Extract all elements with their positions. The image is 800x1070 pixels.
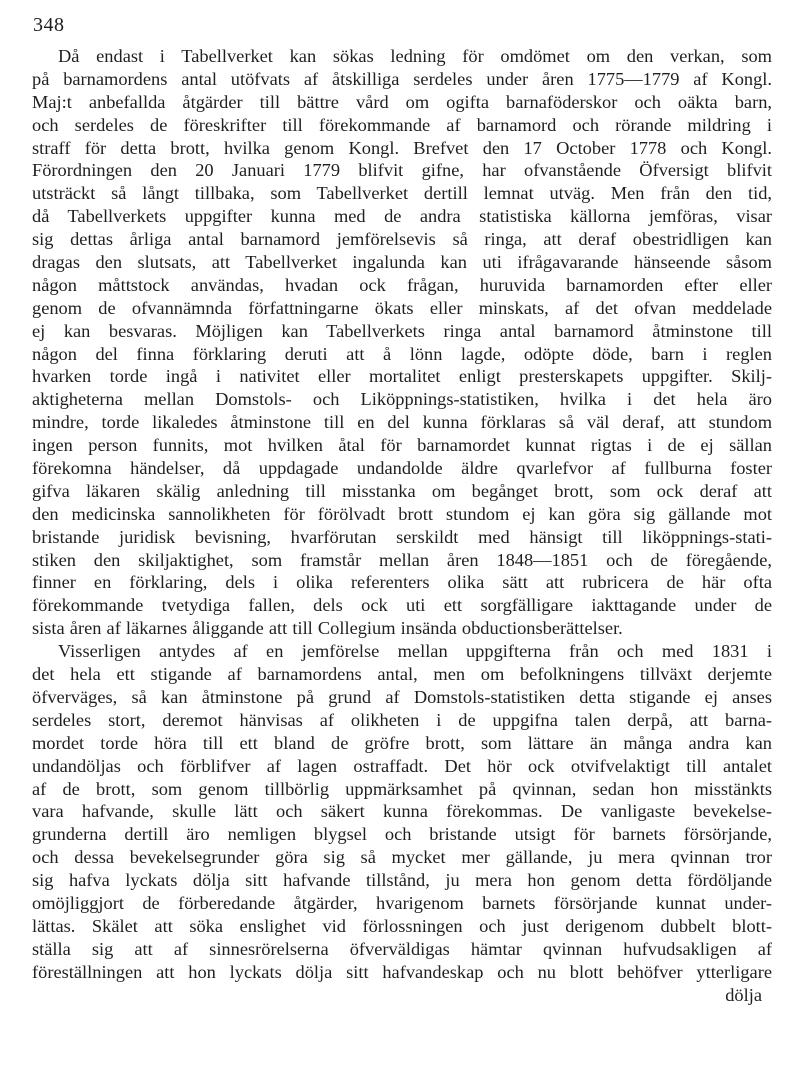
text-line: vara hafvande, skulle lätt och säkert kunna förekommas. De vanligaste bevekelse- [32, 801, 772, 822]
page-number: 348 [33, 14, 65, 36]
text-line: på barnamordens antal utöfvats af åtskilliga serdeles under åren 1775—1779 af Kongl. [32, 68, 772, 89]
text-line: bristande juridisk bevisning, hvarförutan serskildt med hänsigt till liköppnings-stati- [32, 526, 772, 547]
text-line: någon måttstock användas, hvadan ock frågan, huruvida barnamorden efter eller [32, 274, 772, 295]
text-line: Maj:t anbefallda åtgärder till bättre vård om ogifta barnaföderskor och oäkta barn, [32, 91, 772, 112]
text-line: någon del finna förklaring deruti att å lönn lagde, odöpte döde, barn i reglen [32, 343, 772, 364]
text-line: Då endast i Tabellverket kan sökas ledning för omdömet om den verkan, som [58, 46, 772, 66]
catchword: dölja [725, 984, 762, 1005]
text-line: då Tabellverkets uppgifter kunna med de andra statistiska källorna jemföras, visar [32, 206, 772, 227]
text-line: Förordningen den 20 Januari 1779 blifvit gifne, har ofvanstående Öfversigt blifvit [32, 160, 772, 181]
text-line: förekomna händelser, då uppdagade undandolde äldre qvarlefvor af fullburna foster [32, 458, 772, 479]
text-line: och dessa bevekelsegrunder göra sig så mycket mer gällande, ju mera qvinnan tror [32, 847, 772, 868]
text-line: grunderna dertill äro nemligen blygsel och bristande utsigt för barnets försörjande, [32, 824, 772, 845]
text-line: sig dettas årliga antal barnamord jemförelsevis så ringa, att deraf obestridligen kan [32, 229, 772, 250]
text-line: stiken den skiljaktighet, som framstår mellan åren 1848—1851 och de föregående, [32, 549, 772, 570]
text-line: mindre, torde likaledes åtminstone till en del kunna förklaras så väl deraf, att stundom [32, 412, 772, 433]
text-line: ej kan besvaras. Möjligen kan Tabellverkets ringa antal barnamord åtminstone till [32, 320, 772, 341]
text-line: serdeles stort, deremot hänvisas af olikheten i de uppgifna talen derpå, att barna- [32, 709, 772, 730]
text-line: dragas den slutsats, att Tabellverket ingalunda kan uti ifrågavarande hänseende såsom [32, 252, 772, 273]
text-line: lättas. Skälet att söka enslighet vid förlossningen och just derigenom dubbelt blott- [32, 915, 772, 936]
text-line: mordet torde höra till ett bland de gröfre brott, som lättare än många andra kan [32, 732, 772, 753]
text-line: ingen person funnits, mot hvilken åtal för barnamordet kunnat rigtas i de ej sällan [32, 435, 772, 456]
text-line: det hela ett stigande af barnamordens antal, men om befolkningens tillväxt derjemte [32, 664, 772, 685]
text-line: sig hafva lyckats dölja sitt hafvande tillstånd, ju mera hon genom detta fördöljande [32, 870, 772, 891]
text-line: hvarken torde ingå i nativitet eller mortalitet enligt presterskapets uppgifter. Skilj- [32, 366, 772, 387]
text-line: sista åren af läkarnes åliggande att till Collegium insända obductionsberättelser. [32, 618, 623, 639]
text-line: och serdeles de föreskrifter till förekommande af barnamord och rörande mildring i [32, 114, 772, 135]
text-line: undandöljas och förblifver af lagen ostraffadt. Det hör ock otvifvelaktigt till antalet [32, 755, 772, 776]
text-line: utsträckt så långt tillbaka, som Tabellverket dertill lemnat utväg. Men från den tid, [32, 183, 772, 204]
text-line: omöjliggjort de förberedande åtgärder, hvarigenom barnets försörjande kunnat under- [32, 892, 772, 913]
text-line: föreställningen att hon lyckats dölja sitt hafvandeskap och nu blott behöfver ytterligare [32, 961, 772, 982]
text-line: förekommande tvetydiga fallen, dels ock uti ett sorgfälligare iakttagande under de [32, 595, 772, 616]
text-line: aktigheterna mellan Domstols- och Liköppnings-statistiken, hvilka i det hela äro [32, 389, 772, 410]
text-line: den medicinska sannolikheten för förölvadt brott stundom ej kan göra sig gällande mot [32, 503, 772, 524]
text-line: genom de ofvannämnda författningarne ökats eller minskats, af det ofvan meddelade [32, 297, 772, 318]
text-line: af de brott, som genom tillbörlig uppmärksamhet på qvinnan, sedan hon misstänkts [32, 778, 772, 799]
text-line: öfverväges, så kan åtminstone på grund af Domstols-statistiken detta stigande ej anses [32, 686, 772, 707]
body-text [32, 45, 772, 1006]
text-line: Visserligen antydes af en jemförelse mellan uppgifterna från och med 1831 i [58, 641, 772, 662]
text-line: gifva läkaren skälig anledning till misstanka om begånget brott, som ock deraf att [32, 480, 772, 501]
text-line: finner en förklaring, dels i olika referenters olika sätt att rubricera de här ofta [32, 572, 772, 593]
text-line: ställa sig att af sinnesrörelserna öfverväldigas hämtar qvinnan hufvudsakligen af [32, 938, 772, 959]
text-line: straff för detta brott, hvilka genom Kongl. Brefvet den 17 October 1778 och Kongl. [32, 137, 772, 158]
